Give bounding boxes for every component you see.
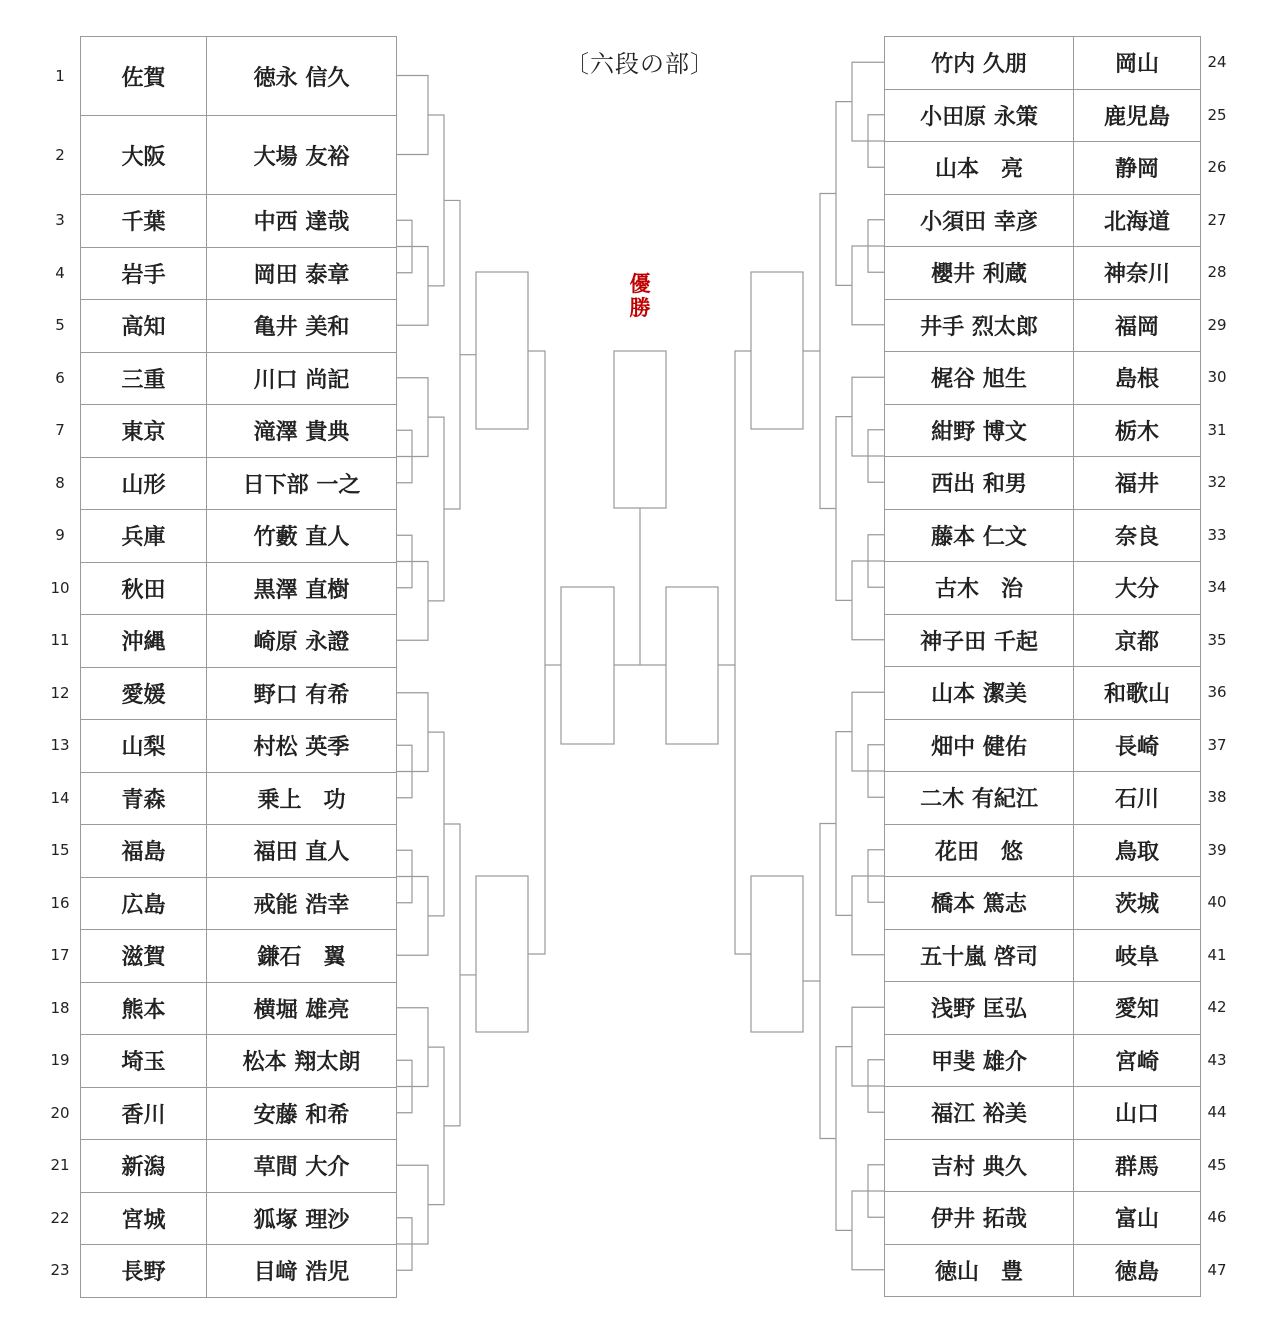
prefecture-cell: 青森 [81, 772, 207, 825]
table-row [885, 562, 1201, 615]
player-name-cell: 野口 有希 [207, 667, 397, 720]
prefecture-cell: 岩手 [81, 247, 207, 300]
table-row [81, 825, 397, 878]
table-row [81, 247, 397, 300]
table-row [81, 772, 397, 825]
player-name-cell: 吉村 典久 [885, 1139, 1074, 1192]
player-name-cell: 福江 裕美 [885, 1087, 1074, 1140]
player-name-cell: 安藤 和希 [207, 1087, 397, 1140]
entry-number: 27 [1207, 210, 1227, 229]
table-row [81, 352, 397, 405]
table-row [885, 982, 1201, 1035]
entry-number: 23 [50, 1261, 70, 1280]
player-name-cell: 梶谷 旭生 [885, 352, 1074, 405]
entry-number: 24 [1207, 53, 1227, 72]
player-name-cell: 小田原 永策 [885, 89, 1074, 142]
table-row [885, 719, 1201, 772]
entry-number: 18 [50, 998, 70, 1017]
prefecture-cell: 沖縄 [81, 615, 207, 668]
entry-number: 3 [55, 211, 65, 230]
semi-box [666, 587, 718, 744]
prefecture-cell: 愛知 [1074, 982, 1201, 1035]
entry-number: 22 [50, 1208, 70, 1227]
entry-number: 1 [55, 66, 65, 85]
table-row [81, 562, 397, 615]
player-name-cell: 小須田 幸彦 [885, 194, 1074, 247]
entry-number: 21 [50, 1156, 70, 1175]
prefecture-cell: 北海道 [1074, 194, 1201, 247]
player-name-cell: 岡田 泰章 [207, 247, 397, 300]
prefecture-cell: 石川 [1074, 772, 1201, 825]
player-name-cell: 村松 英季 [207, 720, 397, 773]
player-name-cell: 古木 治 [885, 562, 1074, 615]
entry-number: 44 [1207, 1103, 1227, 1122]
prefecture-cell: 愛媛 [81, 667, 207, 720]
quarter-box [476, 272, 528, 429]
prefecture-cell: 秋田 [81, 562, 207, 615]
entry-number: 39 [1207, 840, 1227, 859]
player-name-cell: 山本 亮 [885, 142, 1074, 195]
player-name-cell: 徳永 信久 [207, 37, 397, 116]
prefecture-cell: 福岡 [1074, 299, 1201, 352]
table-row [885, 194, 1201, 247]
entry-number: 6 [55, 368, 65, 387]
prefecture-cell: 千葉 [81, 195, 207, 248]
player-name-cell: 紺野 博文 [885, 404, 1074, 457]
bracket-line [444, 200, 460, 509]
table-row [885, 772, 1201, 825]
table-row [885, 1087, 1201, 1140]
entry-number: 33 [1207, 525, 1227, 544]
table-row [885, 404, 1201, 457]
table-row [885, 824, 1201, 877]
entry-number: 29 [1207, 315, 1227, 334]
table-row [81, 1087, 397, 1140]
table-row [81, 510, 397, 563]
prefecture-cell: 静岡 [1074, 142, 1201, 195]
entry-number: 9 [55, 526, 65, 545]
prefecture-cell: 香川 [81, 1087, 207, 1140]
player-name-cell: 中西 達哉 [207, 195, 397, 248]
player-name-cell: 大場 友裕 [207, 116, 397, 195]
prefecture-cell: 奈良 [1074, 509, 1201, 562]
table-row [885, 877, 1201, 930]
player-name-cell: 草間 大介 [207, 1140, 397, 1193]
prefecture-cell: 埼玉 [81, 1035, 207, 1088]
prefecture-cell: 山梨 [81, 720, 207, 773]
prefecture-cell: 広島 [81, 877, 207, 930]
player-name-cell: 狐塚 理沙 [207, 1192, 397, 1245]
table-row [81, 1140, 397, 1193]
entry-number: 37 [1207, 735, 1227, 754]
quarter-box [751, 272, 803, 429]
table-row [81, 982, 397, 1035]
player-name-cell: 横堀 雄亮 [207, 982, 397, 1035]
entry-number: 35 [1207, 630, 1227, 649]
table-row [885, 142, 1201, 195]
entry-number: 20 [50, 1103, 70, 1122]
prefecture-cell: 鳥取 [1074, 824, 1201, 877]
entry-number: 10 [50, 578, 70, 597]
prefecture-cell: 群馬 [1074, 1139, 1201, 1192]
bracket-line [428, 732, 444, 916]
prefecture-cell: 徳島 [1074, 1244, 1201, 1297]
table-row [81, 877, 397, 930]
prefecture-cell: 神奈川 [1074, 247, 1201, 300]
prefecture-cell: 熊本 [81, 982, 207, 1035]
prefecture-cell: 新潟 [81, 1140, 207, 1193]
player-name-cell: 神子田 千起 [885, 614, 1074, 667]
player-name-cell: 滝澤 貴典 [207, 405, 397, 458]
entry-number: 28 [1207, 263, 1227, 282]
prefecture-cell: 東京 [81, 405, 207, 458]
champion-label: 優勝 [629, 272, 651, 320]
bracket-line [396, 76, 428, 155]
prefecture-cell: 山口 [1074, 1087, 1201, 1140]
table-row [885, 509, 1201, 562]
bracket-line [428, 115, 444, 286]
player-name-cell: 山本 潔美 [885, 667, 1074, 720]
prefecture-cell: 福井 [1074, 457, 1201, 510]
entry-number: 16 [50, 893, 70, 912]
bracket-line [836, 732, 852, 916]
player-name-cell: 乗上 功 [207, 772, 397, 825]
left-entries-table [80, 36, 397, 1298]
entry-number: 34 [1207, 578, 1227, 597]
entry-number: 11 [50, 631, 70, 650]
player-name-cell: 二木 有紀江 [885, 772, 1074, 825]
semi-box [561, 587, 614, 744]
entry-number: 19 [50, 1051, 70, 1070]
quarter-box [751, 876, 803, 1032]
bracket-line [528, 351, 545, 954]
prefecture-cell: 長野 [81, 1245, 207, 1298]
bracket-line [836, 1047, 852, 1231]
prefecture-cell: 佐賀 [81, 37, 207, 116]
prefecture-cell: 長崎 [1074, 719, 1201, 772]
player-name-cell: 崎原 永證 [207, 615, 397, 668]
entry-number: 32 [1207, 473, 1227, 492]
player-name-cell: 松本 翔太朗 [207, 1035, 397, 1088]
prefecture-cell: 茨城 [1074, 877, 1201, 930]
entry-number: 15 [50, 841, 70, 860]
prefecture-cell: 大分 [1074, 562, 1201, 615]
entry-number: 36 [1207, 683, 1227, 702]
right-entries-table [884, 36, 1201, 1297]
entry-number: 26 [1207, 158, 1227, 177]
entry-number: 7 [55, 421, 65, 440]
table-row [81, 405, 397, 458]
table-row [885, 929, 1201, 982]
table-row [885, 352, 1201, 405]
entry-number: 13 [50, 736, 70, 755]
table-row [885, 1139, 1201, 1192]
table-row [885, 1192, 1201, 1245]
bracket-line [820, 824, 836, 1139]
entry-number: 45 [1207, 1155, 1227, 1174]
bracket-line [428, 417, 444, 601]
prefecture-cell: 栃木 [1074, 404, 1201, 457]
entry-number: 46 [1207, 1208, 1227, 1227]
table-row [81, 1035, 397, 1088]
bracket-line [735, 351, 751, 954]
player-name-cell: 竹藪 直人 [207, 510, 397, 563]
prefecture-cell: 岡山 [1074, 37, 1201, 90]
prefecture-cell: 高知 [81, 300, 207, 353]
player-name-cell: 五十嵐 啓司 [885, 929, 1074, 982]
player-name-cell: 黒澤 直樹 [207, 562, 397, 615]
player-name-cell: 西出 和男 [885, 457, 1074, 510]
prefecture-cell: 宮崎 [1074, 1034, 1201, 1087]
table-row [885, 37, 1201, 90]
player-name-cell: 橋本 篤志 [885, 877, 1074, 930]
player-name-cell: 櫻井 利蔵 [885, 247, 1074, 300]
table-row [81, 195, 397, 248]
bracket-line [836, 102, 852, 286]
prefecture-cell: 大阪 [81, 116, 207, 195]
player-name-cell: 川口 尚記 [207, 352, 397, 405]
player-name-cell: 井手 烈太郎 [885, 299, 1074, 352]
prefecture-cell: 富山 [1074, 1192, 1201, 1245]
table-row [885, 89, 1201, 142]
player-name-cell: 畑中 健佑 [885, 719, 1074, 772]
prefecture-cell: 山形 [81, 457, 207, 510]
table-row [885, 457, 1201, 510]
player-name-cell: 徳山 豊 [885, 1244, 1074, 1297]
prefecture-cell: 島根 [1074, 352, 1201, 405]
prefecture-cell: 和歌山 [1074, 667, 1201, 720]
entry-number: 47 [1207, 1260, 1227, 1279]
table-row [885, 247, 1201, 300]
prefecture-cell: 岐阜 [1074, 929, 1201, 982]
final-box [614, 351, 666, 508]
entry-number: 43 [1207, 1050, 1227, 1069]
player-name-cell: 藤本 仁文 [885, 509, 1074, 562]
table-row [885, 614, 1201, 667]
entry-number: 25 [1207, 105, 1227, 124]
table-row [81, 720, 397, 773]
prefecture-cell: 宮城 [81, 1192, 207, 1245]
table-row [885, 1244, 1201, 1297]
player-name-cell: 福田 直人 [207, 825, 397, 878]
entry-number: 4 [55, 263, 65, 282]
table-row [81, 457, 397, 510]
player-name-cell: 戒能 浩幸 [207, 877, 397, 930]
bracket-line [428, 1047, 444, 1205]
entry-number: 2 [55, 145, 65, 164]
table-row [81, 615, 397, 668]
table-row [81, 930, 397, 983]
table-row [81, 37, 397, 116]
bracket-line [444, 824, 460, 1126]
entry-number: 38 [1207, 788, 1227, 807]
prefecture-cell: 京都 [1074, 614, 1201, 667]
player-name-cell: 竹内 久朋 [885, 37, 1074, 90]
entry-number: 17 [50, 946, 70, 965]
player-name-cell: 亀井 美和 [207, 300, 397, 353]
prefecture-cell: 三重 [81, 352, 207, 405]
table-row [81, 300, 397, 353]
quarter-box [476, 876, 528, 1032]
table-row [81, 1245, 397, 1298]
table-row [885, 299, 1201, 352]
entry-number: 42 [1207, 998, 1227, 1017]
entry-number: 8 [55, 473, 65, 492]
player-name-cell: 目﨑 浩児 [207, 1245, 397, 1298]
page-title: 〔六段の部〕 [565, 50, 715, 78]
player-name-cell: 浅野 匡弘 [885, 982, 1074, 1035]
prefecture-cell: 福島 [81, 825, 207, 878]
table-row [81, 116, 397, 195]
table-row [81, 1192, 397, 1245]
player-name-cell: 伊井 拓哉 [885, 1192, 1074, 1245]
table-row [885, 1034, 1201, 1087]
player-name-cell: 鎌石 翼 [207, 930, 397, 983]
prefecture-cell: 鹿児島 [1074, 89, 1201, 142]
entry-number: 30 [1207, 368, 1227, 387]
entry-number: 14 [50, 788, 70, 807]
player-name-cell: 花田 悠 [885, 824, 1074, 877]
entry-number: 41 [1207, 945, 1227, 964]
bracket-line [836, 417, 852, 601]
bracket-line [820, 194, 836, 509]
player-name-cell: 甲斐 雄介 [885, 1034, 1074, 1087]
entry-number: 31 [1207, 420, 1227, 439]
prefecture-cell: 兵庫 [81, 510, 207, 563]
entry-number: 12 [50, 683, 70, 702]
table-row [81, 667, 397, 720]
player-name-cell: 日下部 一之 [207, 457, 397, 510]
prefecture-cell: 滋賀 [81, 930, 207, 983]
entry-number: 40 [1207, 893, 1227, 912]
table-row [885, 667, 1201, 720]
entry-number: 5 [55, 316, 65, 335]
